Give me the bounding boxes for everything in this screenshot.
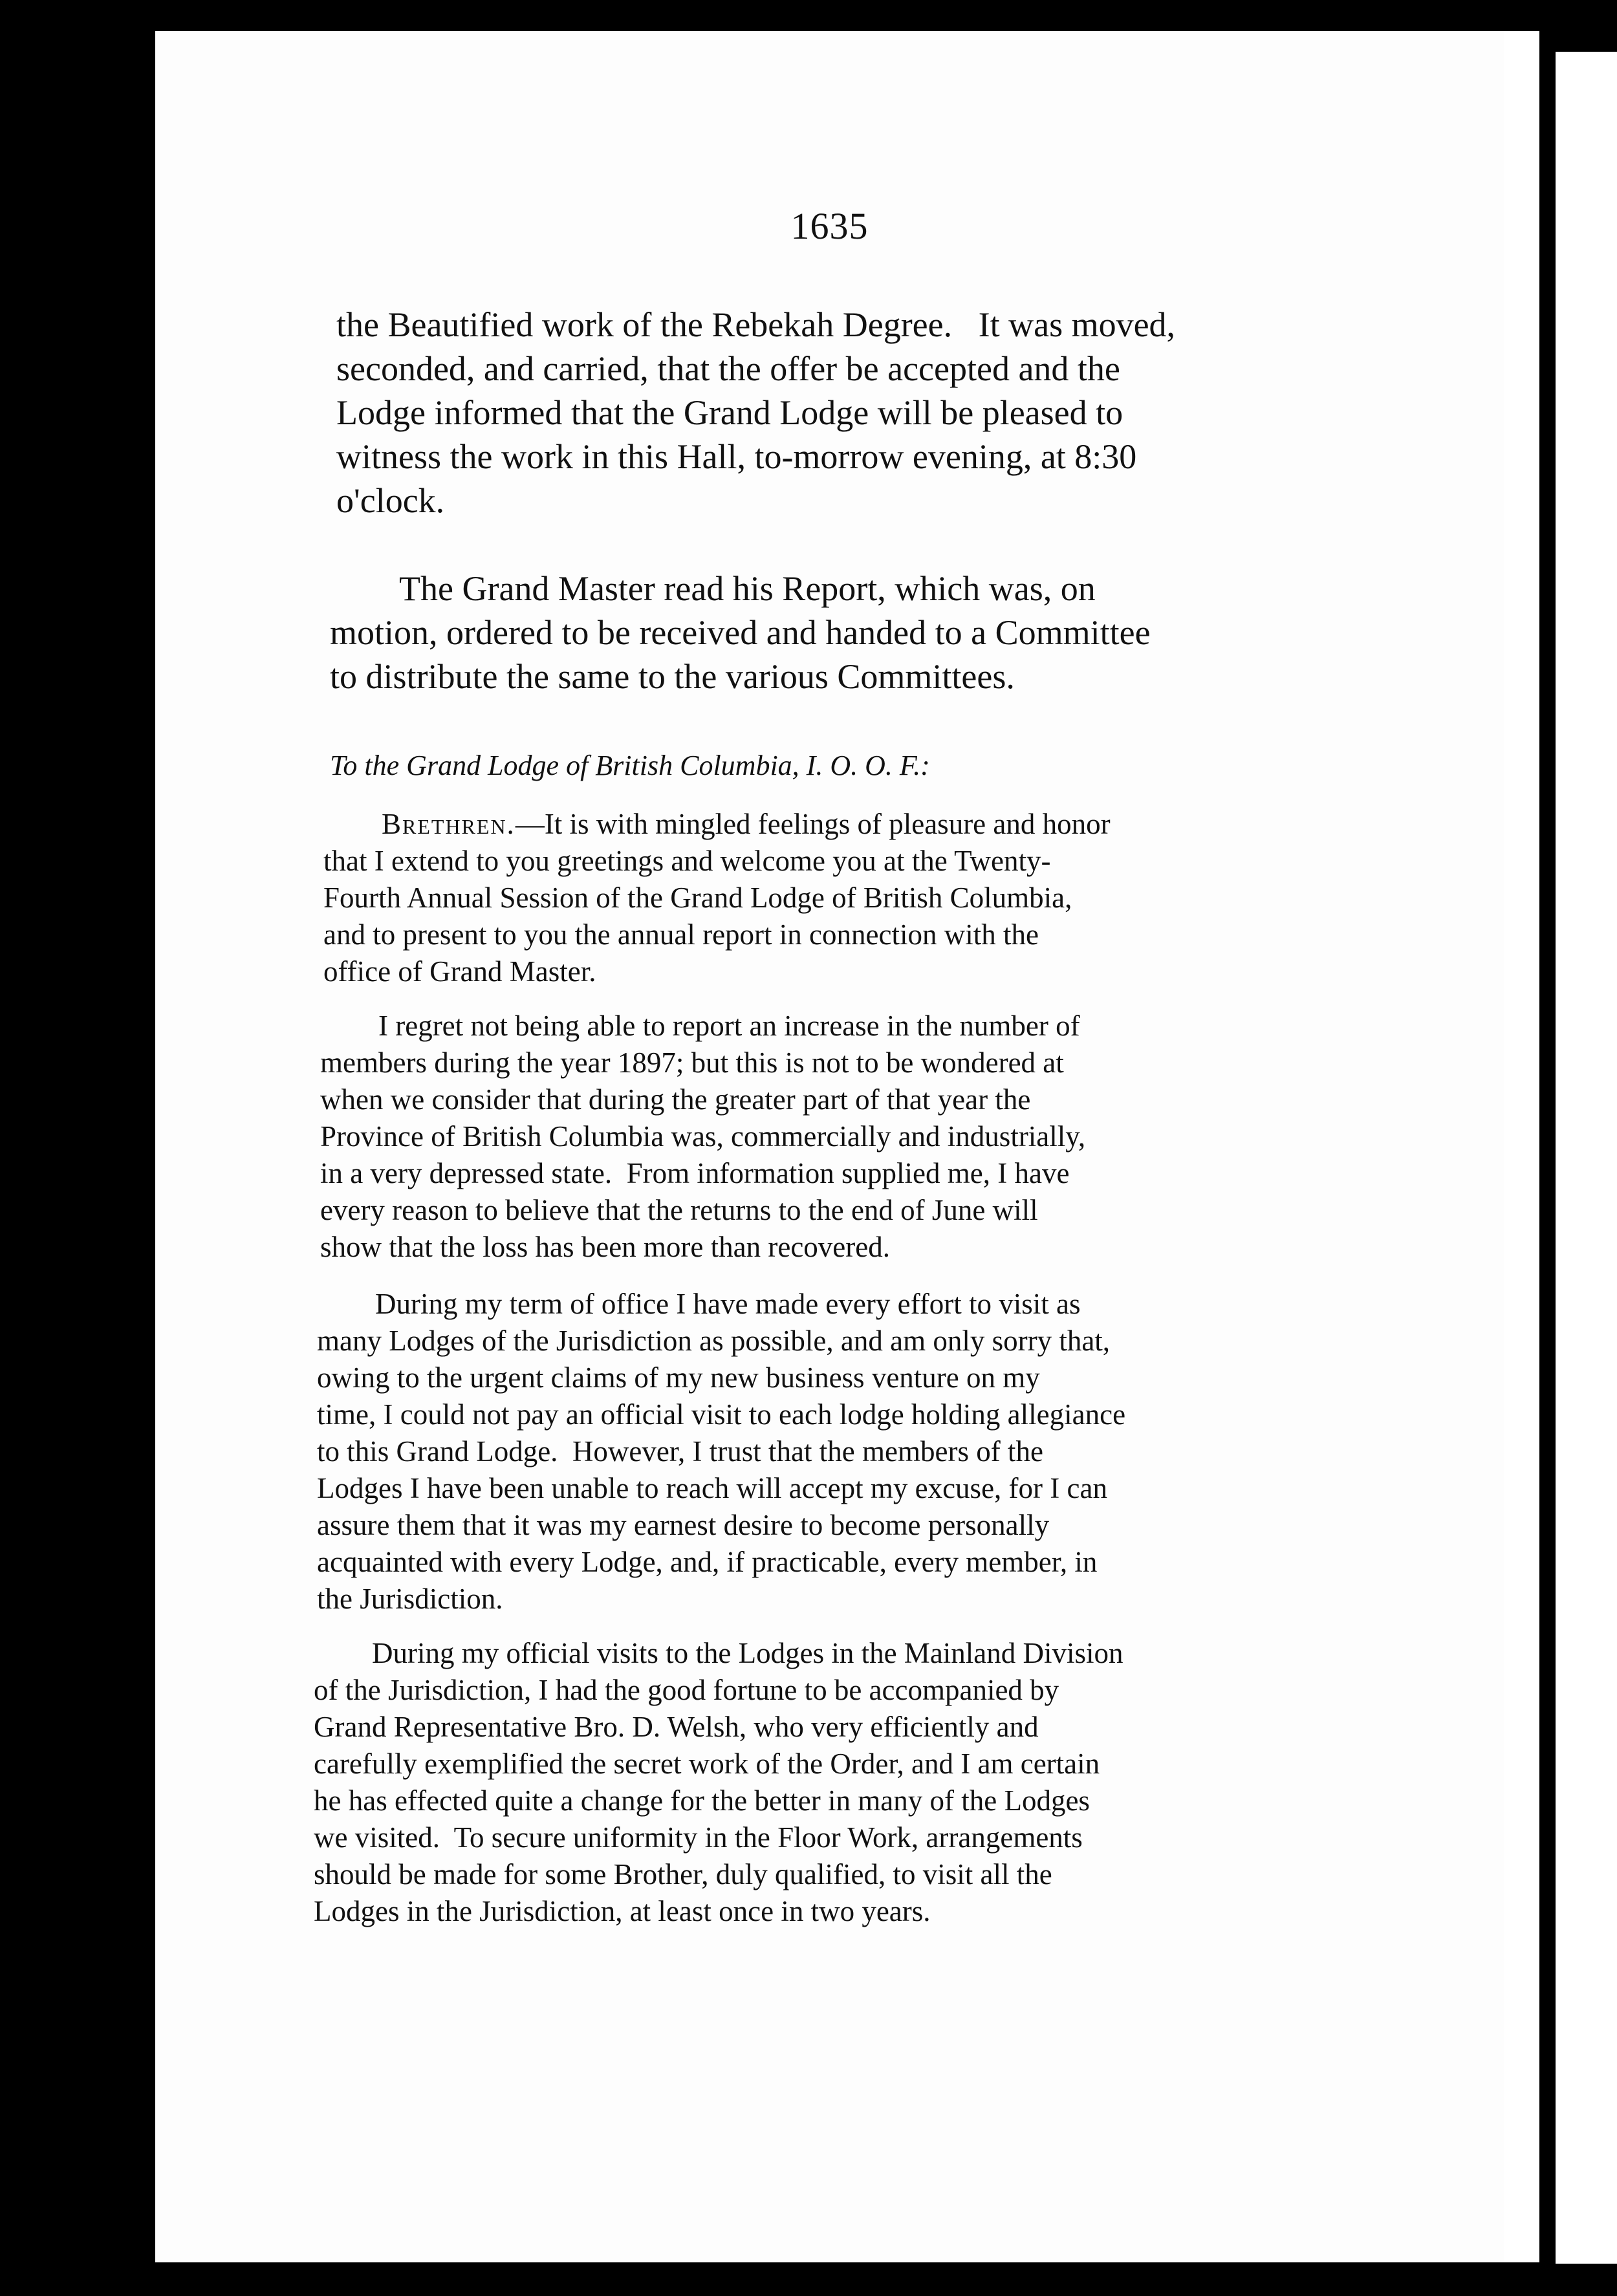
paragraph-mainland-visits: [314, 1635, 1488, 1930]
paragraph-visits: [317, 1286, 1488, 1618]
text-line: motion, ordered to be received and handed to a Committee: [330, 613, 1151, 652]
text-line: assure them that it was my earnest desire to become personally: [317, 1509, 1050, 1541]
text-line: office of Grand Master.: [323, 955, 596, 988]
text-line: Lodges I have been unable to reach will accept my excuse, for I can: [317, 1472, 1107, 1504]
text-line: the Beautified work of the Rebekah Degree. It was moved,: [336, 305, 1176, 344]
adjacent-page-edge: [1556, 52, 1617, 2264]
text-line: should be made for some Brother, duly qualified, to visit all the: [314, 1858, 1052, 1890]
text-line: members during the year 1897; but this is not to be wondered at: [320, 1046, 1064, 1079]
text-line-rest: —It is with mingled feelings of pleasure and honor: [515, 808, 1111, 840]
text-line: During my term of office I have made every effort to visit as: [317, 1288, 1081, 1320]
text-line: show that the loss has been more than recovered.: [320, 1231, 890, 1263]
text-line: to distribute the same to the various Committees.: [330, 657, 1015, 696]
report-salutation: To the Grand Lodge of British Columbia, I. O. O. F.:: [330, 750, 930, 781]
text-line: acquainted with every Lodge, and, if practicable, every member, in: [317, 1546, 1098, 1578]
page-edge: [1504, 31, 1539, 2262]
text-line: of the Jurisdiction, I had the good fortune to be accompanied by: [314, 1674, 1059, 1706]
text-line: Fourth Annual Session of the Grand Lodge of British Columbia,: [323, 882, 1072, 914]
text-line: [323, 806, 1488, 843]
text-line: time, I could not pay an official visit to each lodge holding allegiance: [317, 1398, 1126, 1431]
text-line: o'clock.: [336, 481, 445, 520]
text-line: During my official visits to the Lodges in the Mainland Division: [314, 1637, 1123, 1669]
text-line: many Lodges of the Jurisdiction as possible, and am only sorry that,: [317, 1325, 1111, 1357]
paragraph-grand-master-report: [330, 567, 1488, 699]
page-number: 1635: [790, 205, 869, 247]
text-line: that I extend to you greetings and welcome you at the Twenty-: [323, 845, 1051, 877]
text-line: when we consider that during the greater part of that year the: [320, 1083, 1031, 1116]
text-line: the Jurisdiction.: [317, 1583, 503, 1615]
text-line: Lodge informed that the Grand Lodge will be pleased to: [336, 393, 1123, 432]
text-line: Grand Representative Bro. D. Welsh, who very efficiently and: [314, 1711, 1039, 1743]
text-line: and to present to you the annual report in connection with the: [323, 918, 1039, 951]
paragraph-membership: [320, 1008, 1488, 1266]
text-line: every reason to believe that the returns to the end of June will: [320, 1194, 1038, 1226]
text-line: Lodges in the Jurisdiction, at least once in two years.: [314, 1895, 931, 1927]
paragraph-rebekah-degree: [336, 303, 1488, 523]
text-line: Province of British Columbia was, commercially and industrially,: [320, 1120, 1086, 1153]
text-line: to this Grand Lodge. However, I trust that the members of the: [317, 1435, 1043, 1467]
document-page: [155, 31, 1504, 2262]
text-line: carefully exemplified the secret work of the Order, and I am certain: [314, 1748, 1100, 1780]
text-line: The Grand Master read his Report, which was, on: [330, 569, 1096, 608]
text-line: he has effected quite a change for the better in many of the Lodges: [314, 1784, 1090, 1817]
lead-word: Brethren.: [382, 808, 515, 840]
text-line: witness the work in this Hall, to-morrow evening, at 8:30: [336, 437, 1137, 476]
text-line: in a very depressed state. From information supplied me, I have: [320, 1157, 1070, 1189]
text-line: owing to the urgent claims of my new business venture on my: [317, 1361, 1040, 1394]
paragraph-brethren: [323, 806, 1488, 990]
text-line: we visited. To secure uniformity in the Floor Work, arrangements: [314, 1821, 1083, 1854]
text-line: seconded, and carried, that the offer be accepted and the: [336, 349, 1120, 388]
text-line: I regret not being able to report an increase in the number of: [320, 1010, 1080, 1042]
